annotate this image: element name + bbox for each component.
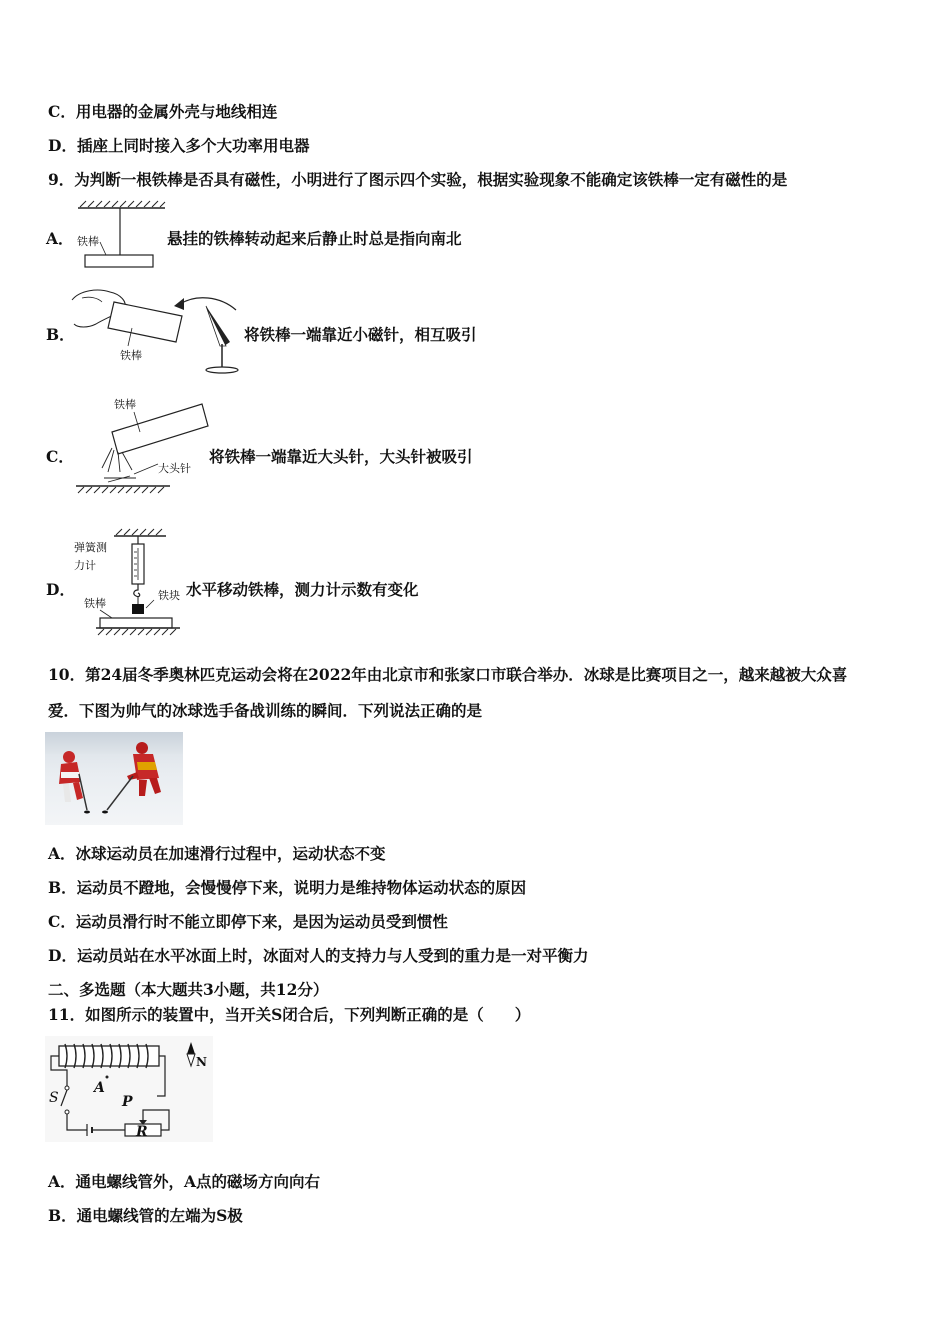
q10-option-a: A．冰球运动员在加速滑行过程中，运动状态不变 [48,844,386,863]
q11-option-b: B．通电螺线管的左端为S极 [48,1206,243,1225]
q9c-figure [74,402,210,494]
q10-option-d: D．运动员站在水平冰面上时，冰面对人的支持力与人受到的重力是一对平衡力 [48,946,589,965]
q10-stem-line-2: 爱．下图为帅气的冰球选手备战训练的瞬间．下列说法正确的是 [48,701,483,720]
q8-option-c: C．用电器的金属外壳与地线相连 [48,102,278,121]
q9-stem: 9．为判断一根铁棒是否具有磁性，小明进行了图示四个实验，根据实验现象不能确定该铁棒一定有磁性的是 [48,170,788,189]
q10-option-b: B．运动员不蹬地，会慢慢停下来，说明力是维持物体运动状态的原因 [48,878,527,897]
q9-option-b-letter: B． [46,325,75,344]
q11-stem: 11．如图所示的装置中，当开关S闭合后，下列判断正确的是（ ） [48,1005,531,1024]
q9-option-c-letter: C． [46,447,74,466]
q9d-meter-label-1: 弹簧测 [74,541,107,554]
q11-label-a: A [94,1080,105,1096]
q9-option-d-letter: D． [46,580,75,599]
q9b-bar-label: 铁棒 [120,349,142,362]
section-2-heading: 二、多选题（本大题共3小题，共12分） [48,980,329,999]
q11-label-n: N [196,1055,207,1069]
q9a-bar-label: 铁棒 [77,235,99,248]
q11-label-r: R [136,1124,148,1140]
q9d-meter-label-2: 力计 [74,559,96,572]
q9c-pins-label: 大头针 [158,462,191,475]
q11-label-p: P [122,1094,133,1110]
q9-option-c-text: 将铁棒一端靠近大头针，大头针被吸引 [209,447,473,466]
q9-option-d-text: 水平移动铁棒，测力计示数有变化 [186,580,419,599]
q11-circuit-figure [45,1036,213,1142]
ice-hockey-photo [45,732,183,825]
q11-option-a: A．通电螺线管外，A点的磁场方向向右 [48,1172,321,1191]
q9-option-b-text: 将铁棒一端靠近小磁针，相互吸引 [244,325,477,344]
q10-option-c: C．运动员滑行时不能立即停下来，是因为运动员受到惯性 [48,912,448,931]
q9-option-a-letter: A． [46,229,74,248]
q9c-bar-label: 铁棒 [114,398,136,411]
q9-option-a-text: 悬挂的铁棒转动起来后静止时总是指向南北 [167,229,462,248]
q11-label-s: S [49,1090,59,1106]
q8-option-d: D．插座上同时接入多个大功率用电器 [48,136,310,155]
q10-stem-line-1: 10．第24届冬季奥林匹克运动会将在2022年由北京市和张家口市联合举办．冰球是比赛项目之一，越来越被大众喜 [48,665,848,684]
q9b-figure [70,284,242,376]
q9d-block-label: 铁块 [158,589,180,602]
q9d-bar-label: 铁棒 [84,597,106,610]
